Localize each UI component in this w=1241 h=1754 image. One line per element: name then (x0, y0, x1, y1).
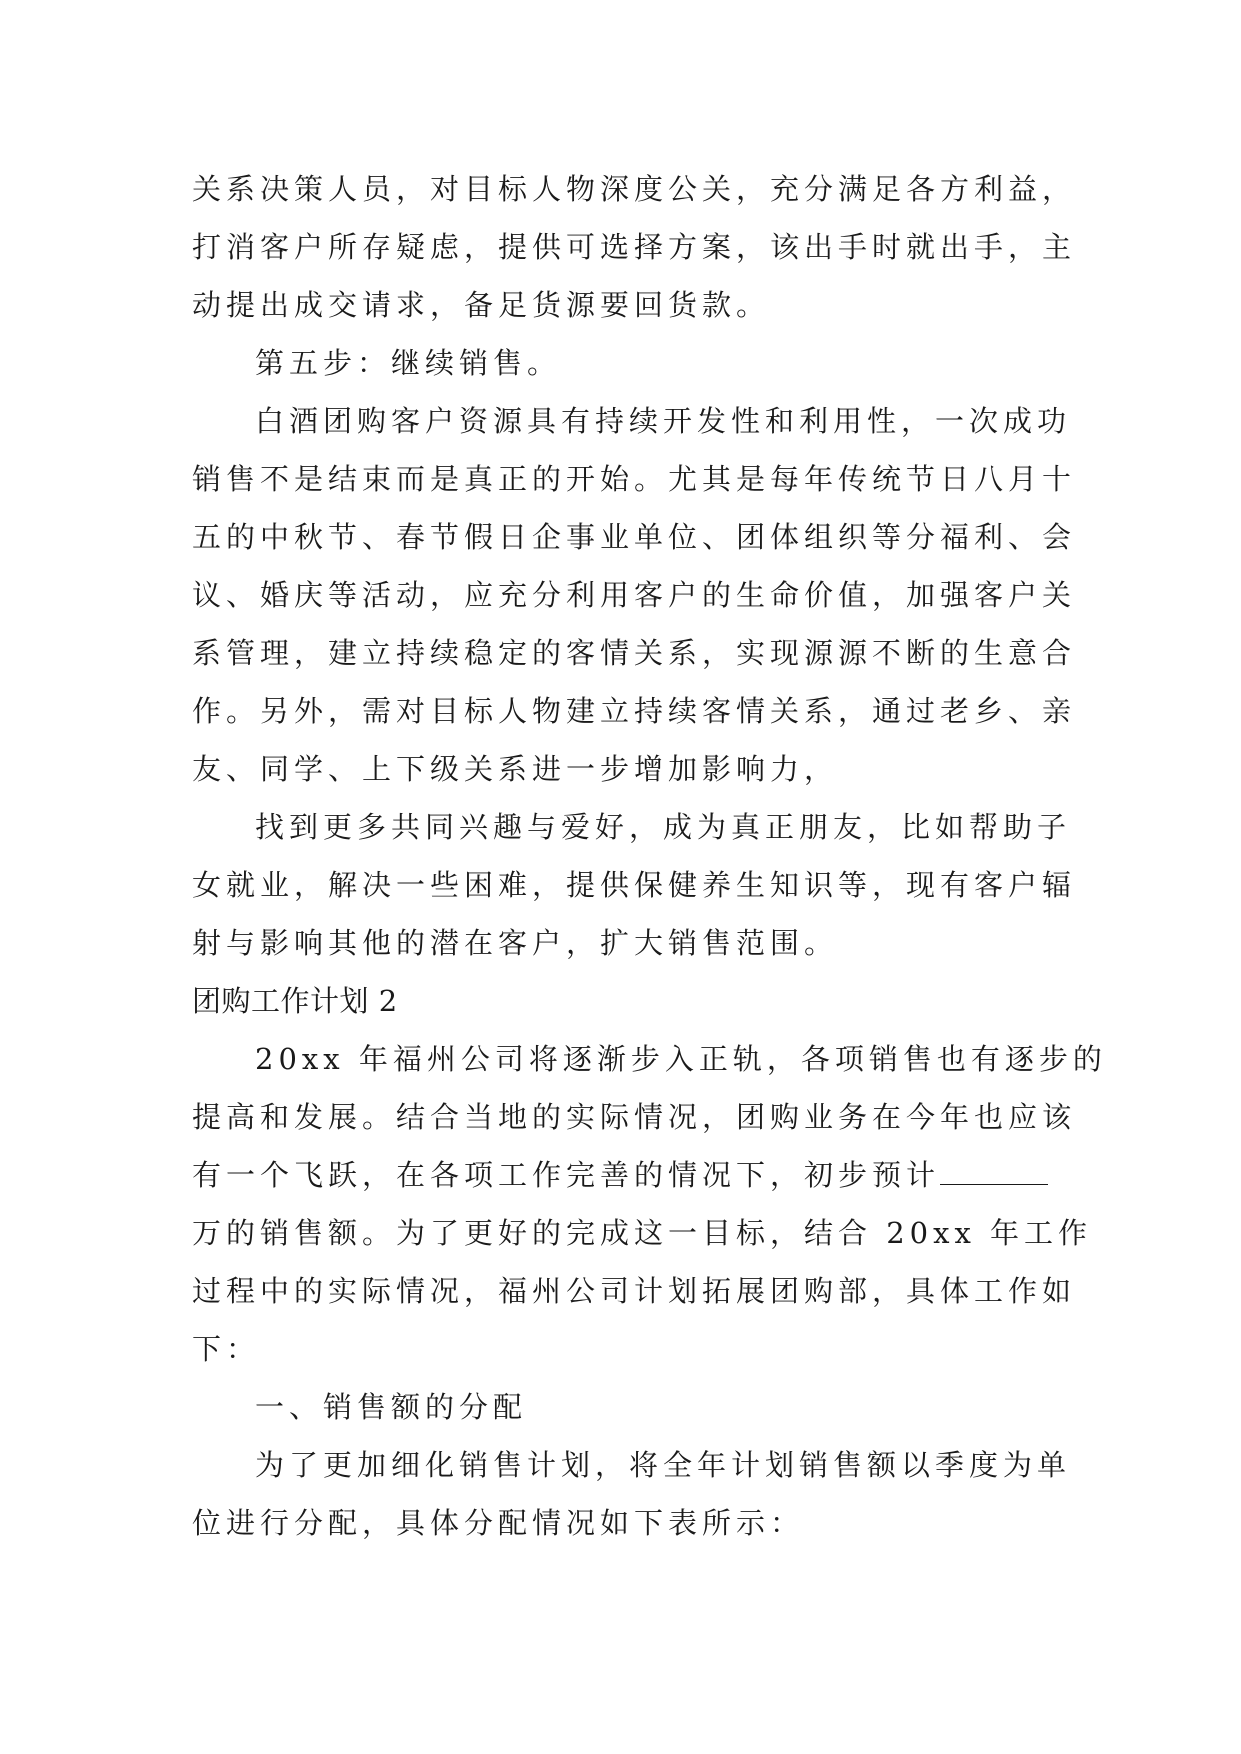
text-line: 找到更多共同兴趣与爱好，成为真正朋友，比如帮助子 (255, 810, 1072, 844)
text-line: 系管理，建立持续稳定的客情关系，实现源源不断的生意合 (192, 636, 1077, 670)
subheading-sales-allocation: 一、销售额的分配 (255, 1390, 528, 1424)
step-five-heading: 第五步：继续销售。 (255, 346, 562, 380)
text-line: 20xx 年福州公司将逐渐步入正轨，各项销售也有逐步的 (255, 1042, 1107, 1076)
text-line: 万的销售额。为了更好的完成这一目标，结合 20xx 年工作 (192, 1216, 1093, 1250)
text-fragment: 有一个飞跃，在各项工作完善的情况下，初步预计 (192, 1158, 941, 1192)
paragraph-continue-selling (192, 392, 1077, 798)
section-title: 团购工作计划 2 (192, 984, 398, 1018)
text-line: 销售不是结束而是真正的开始。尤其是每年传统节日八月十 (192, 462, 1077, 496)
text-line: 女就业，解决一些困难，提供保健养生知识等，现有客户辐 (192, 868, 1077, 902)
text-line: 白酒团购客户资源具有持续开发性和利用性，一次成功 (255, 404, 1072, 438)
text-line: 下： (192, 1332, 261, 1366)
paragraph-annual-plan (192, 1030, 1107, 1378)
text-line: 过程中的实际情况，福州公司计划拓展团购部，具体工作如 (192, 1274, 1077, 1308)
text-line: 议、婚庆等活动，应充分利用客户的生命价值，加强客户关 (192, 578, 1077, 612)
text-line: 友、同学、上下级关系进一步增加影响力， (192, 752, 839, 786)
text-line: 提高和发展。结合当地的实际情况，团购业务在今年也应该 (192, 1100, 1077, 1134)
text-line: 动提出成交请求，备足货源要回货款。 (192, 288, 771, 322)
text-line: 为了更加细化销售计划，将全年计划销售额以季度为单 (255, 1448, 1072, 1482)
text-line: 位进行分配，具体分配情况如下表所示： (192, 1506, 805, 1540)
paragraph-shared-interests (192, 798, 1077, 972)
paragraph-decision-makers (192, 160, 1077, 334)
text-line-with-blank (192, 1146, 1052, 1204)
text-line: 关系决策人员，对目标人物深度公关，充分满足各方利益， (192, 172, 1077, 206)
text-line: 射与影响其他的潜在客户，扩大销售范围。 (192, 926, 839, 960)
document-body (192, 160, 1107, 1552)
text-line: 打消客户所存疑虑，提供可选择方案，该出手时就出手，主 (192, 230, 1077, 264)
text-line: 五的中秋节、春节假日企事业单位、团体组织等分福利、会 (192, 520, 1077, 554)
text-line: 作。另外，需对目标人物建立持续客情关系，通过老乡、亲 (192, 694, 1077, 728)
fill-in-blank (940, 1154, 1048, 1185)
paragraph-quarterly-allocation (192, 1436, 1072, 1552)
